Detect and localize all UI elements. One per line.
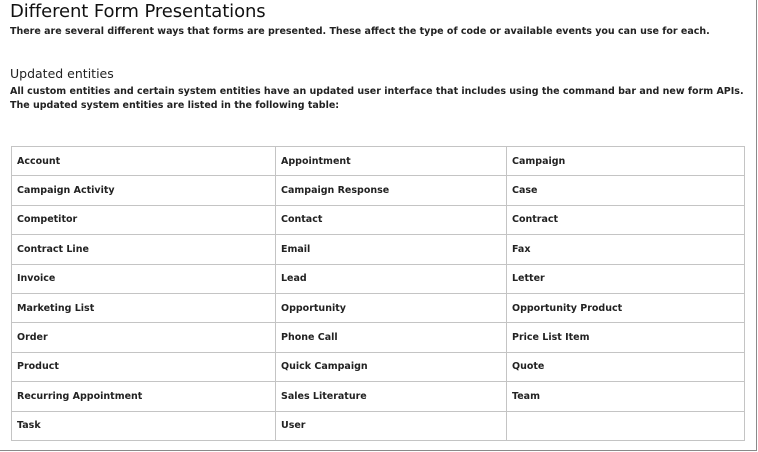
table-cell: Phone Call: [276, 323, 507, 352]
table-cell: Campaign Activity: [12, 176, 276, 205]
table-row: [12, 352, 745, 381]
table-cell: Order: [12, 323, 276, 352]
table-cell: Account: [12, 147, 276, 176]
table-row: [12, 264, 745, 293]
table-cell: Recurring Appointment: [12, 382, 276, 411]
table-cell: Contact: [276, 205, 507, 234]
table-row: [12, 411, 745, 440]
table-cell: Fax: [507, 235, 745, 264]
table-cell: Opportunity: [276, 293, 507, 322]
table-row: [12, 176, 745, 205]
table-cell: Email: [276, 235, 507, 264]
table-cell: Product: [12, 352, 276, 381]
table-cell: Sales Literature: [276, 382, 507, 411]
table-row: [12, 382, 745, 411]
table-row: [12, 323, 745, 352]
table-cell: Contract: [507, 205, 745, 234]
table-cell: Appointment: [276, 147, 507, 176]
table-row: [12, 205, 745, 234]
table-cell-empty: [507, 411, 745, 440]
section-paragraph: All custom entities and certain system entities have an updated user interface that includes using the command bar and new form APIs. The updated system entities are listed in the following table:: [10, 86, 744, 111]
table-cell: Quick Campaign: [276, 352, 507, 381]
table-cell: Campaign Response: [276, 176, 507, 205]
table-cell: Campaign: [507, 147, 745, 176]
section-heading: Updated entities: [10, 66, 114, 81]
intro-paragraph: There are several different ways that forms are presented. These affect the type of code or available events you can use for each.: [10, 26, 710, 37]
table-cell: Team: [507, 382, 745, 411]
table-cell: Contract Line: [12, 235, 276, 264]
table-cell: Case: [507, 176, 745, 205]
table-cell: Opportunity Product: [507, 293, 745, 322]
table-row: [12, 147, 745, 176]
page-title: Different Form Presentations: [10, 1, 266, 22]
table-cell: User: [276, 411, 507, 440]
table-cell: Lead: [276, 264, 507, 293]
table-cell: Price List Item: [507, 323, 745, 352]
table-row: [12, 293, 745, 322]
updated-entities-table: [11, 146, 745, 441]
table-cell: Letter: [507, 264, 745, 293]
table-cell: Competitor: [12, 205, 276, 234]
table-cell: Task: [12, 411, 276, 440]
table-cell: Marketing List: [12, 293, 276, 322]
table-row: [12, 235, 745, 264]
table-cell: Invoice: [12, 264, 276, 293]
table-cell: Quote: [507, 352, 745, 381]
